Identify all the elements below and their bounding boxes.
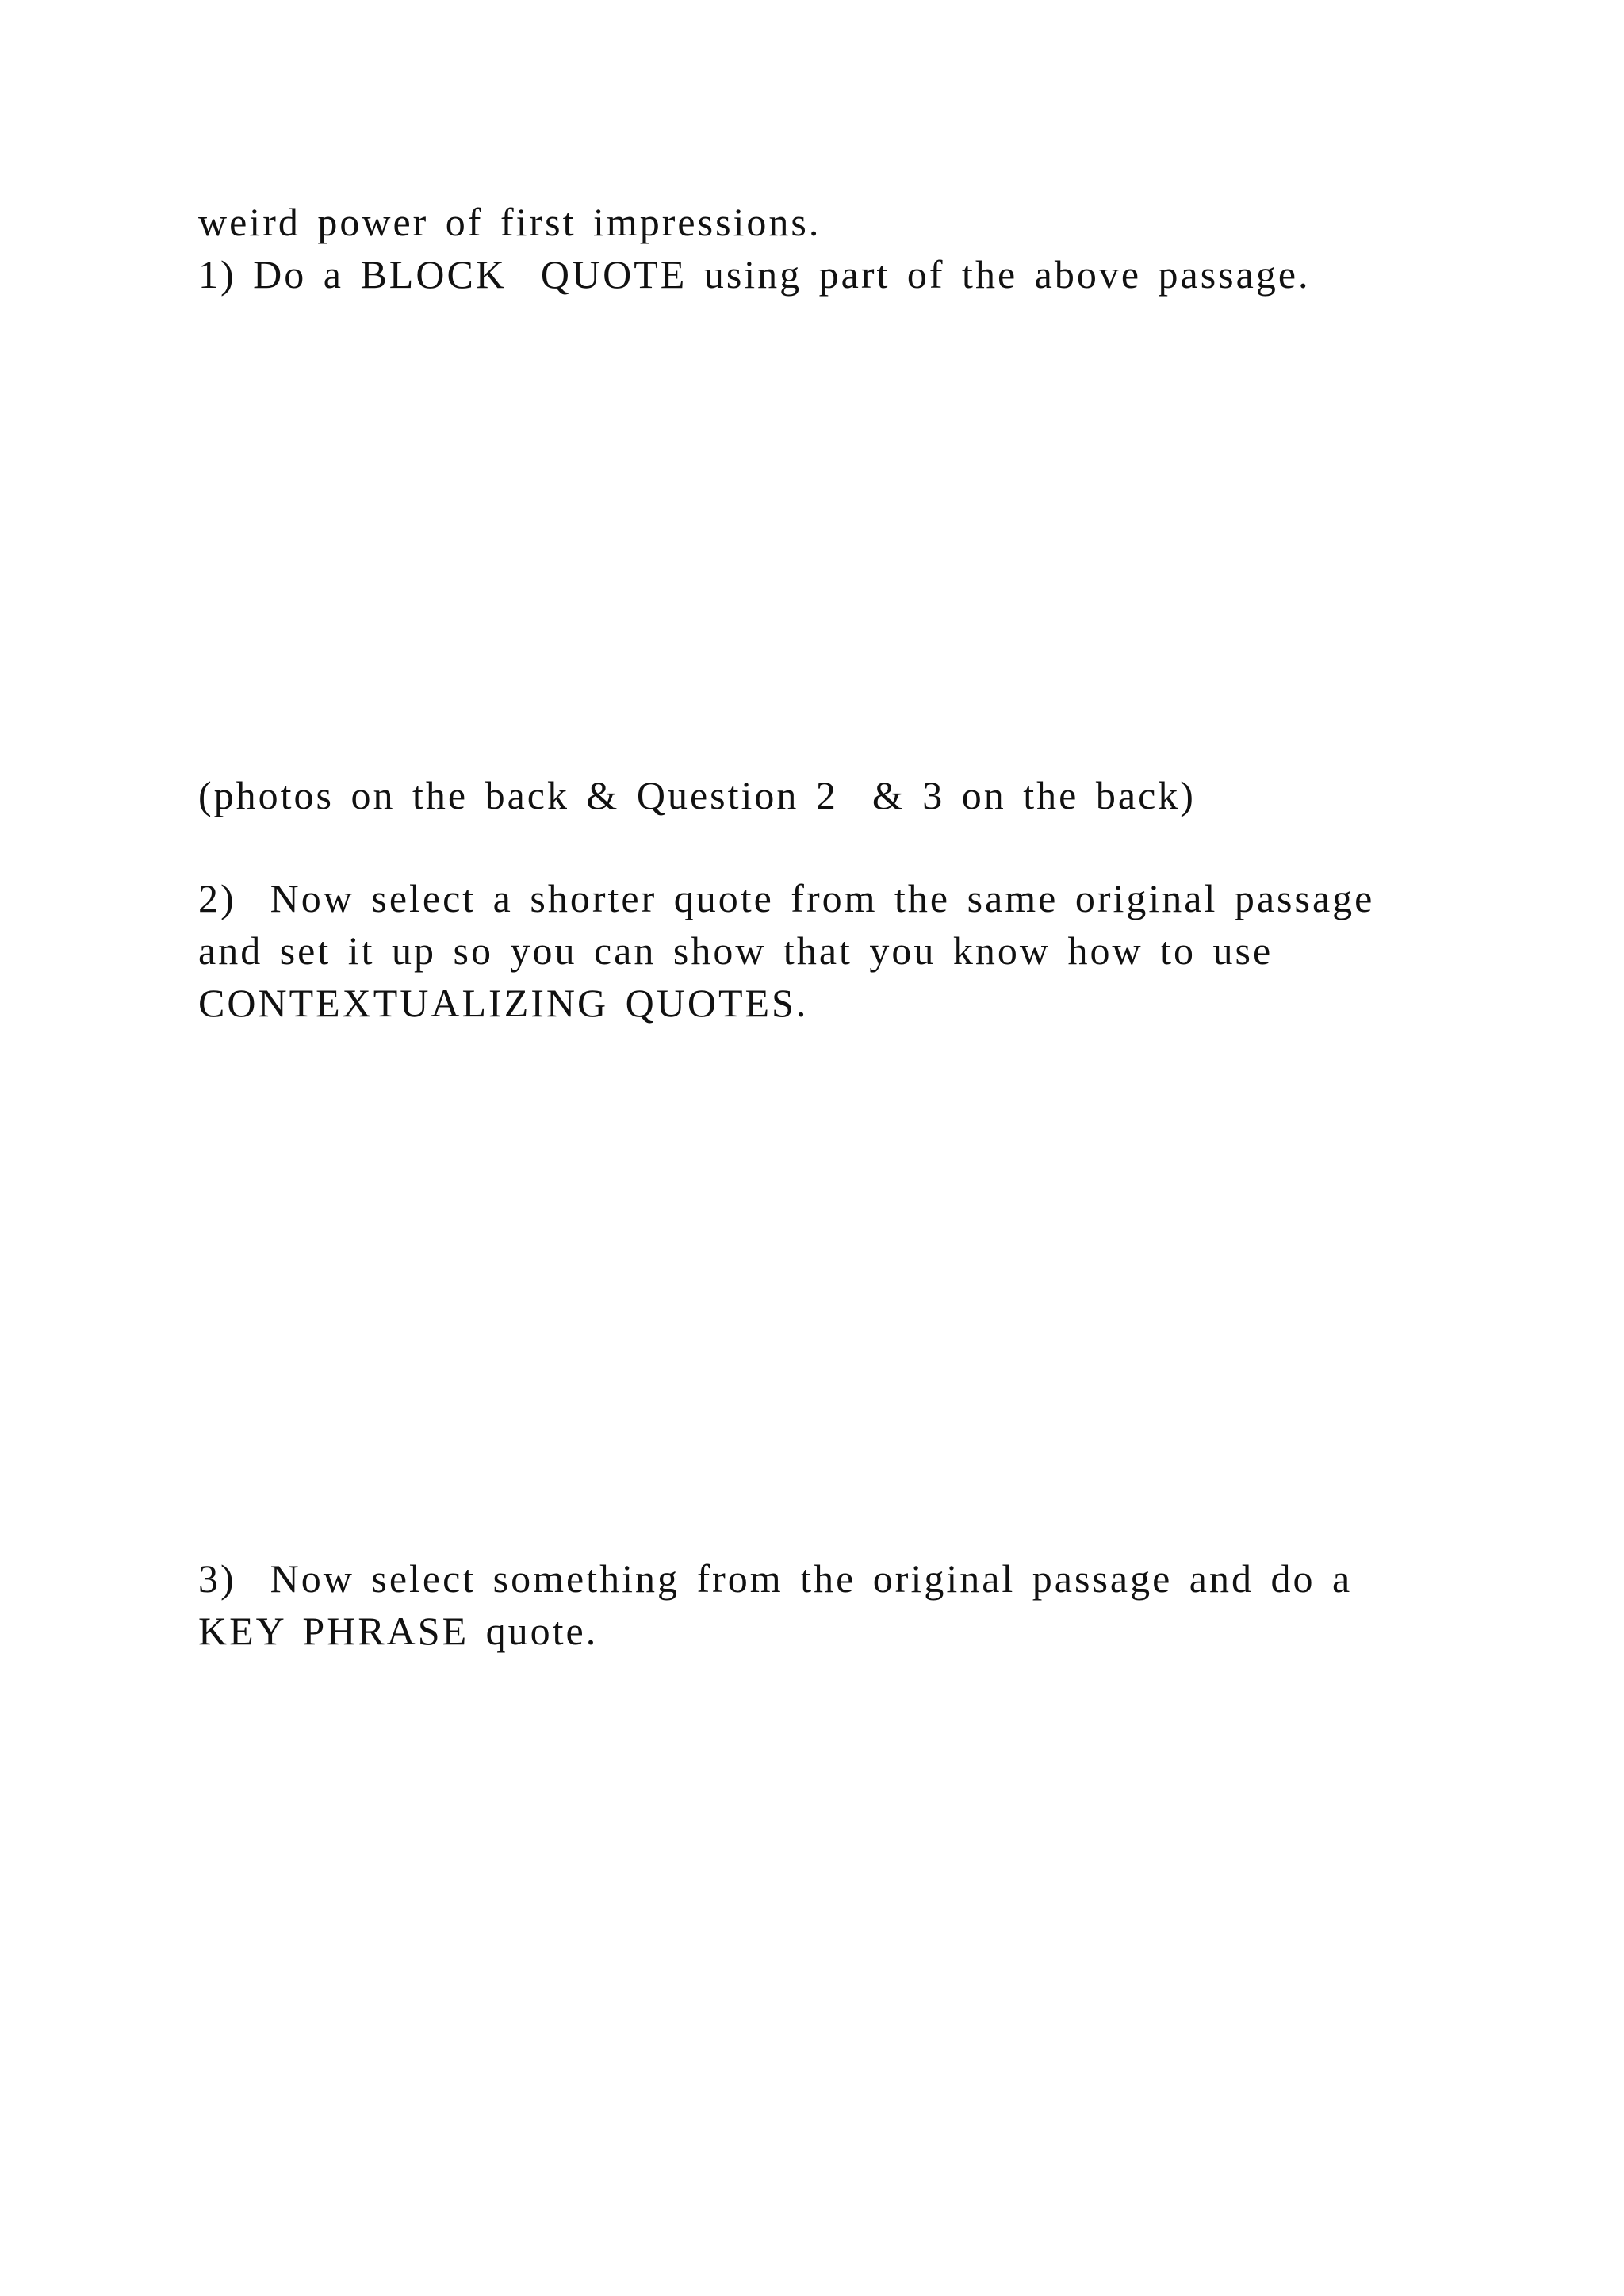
question-1-text: 1) Do a BLOCK QUOTE using part of the above passage. [198, 252, 1311, 297]
question-3-line-2: KEY PHRASE quote. [198, 1609, 599, 1653]
question-3-line-1: 3) Now select something from the original passage and do a [198, 1556, 1353, 1601]
passage-ending-line: weird power of first impressions. [198, 200, 822, 244]
question-2-line-3: CONTEXTUALIZING QUOTES. [198, 981, 809, 1025]
question-2-line-1: 2) Now select a shorter quote from the same original passage [198, 876, 1375, 920]
question-2-line-2: and set it up so you can show that you know how to use [198, 928, 1274, 973]
back-page-note: (photos on the back & Question 2 & 3 on the back) [198, 773, 1196, 817]
